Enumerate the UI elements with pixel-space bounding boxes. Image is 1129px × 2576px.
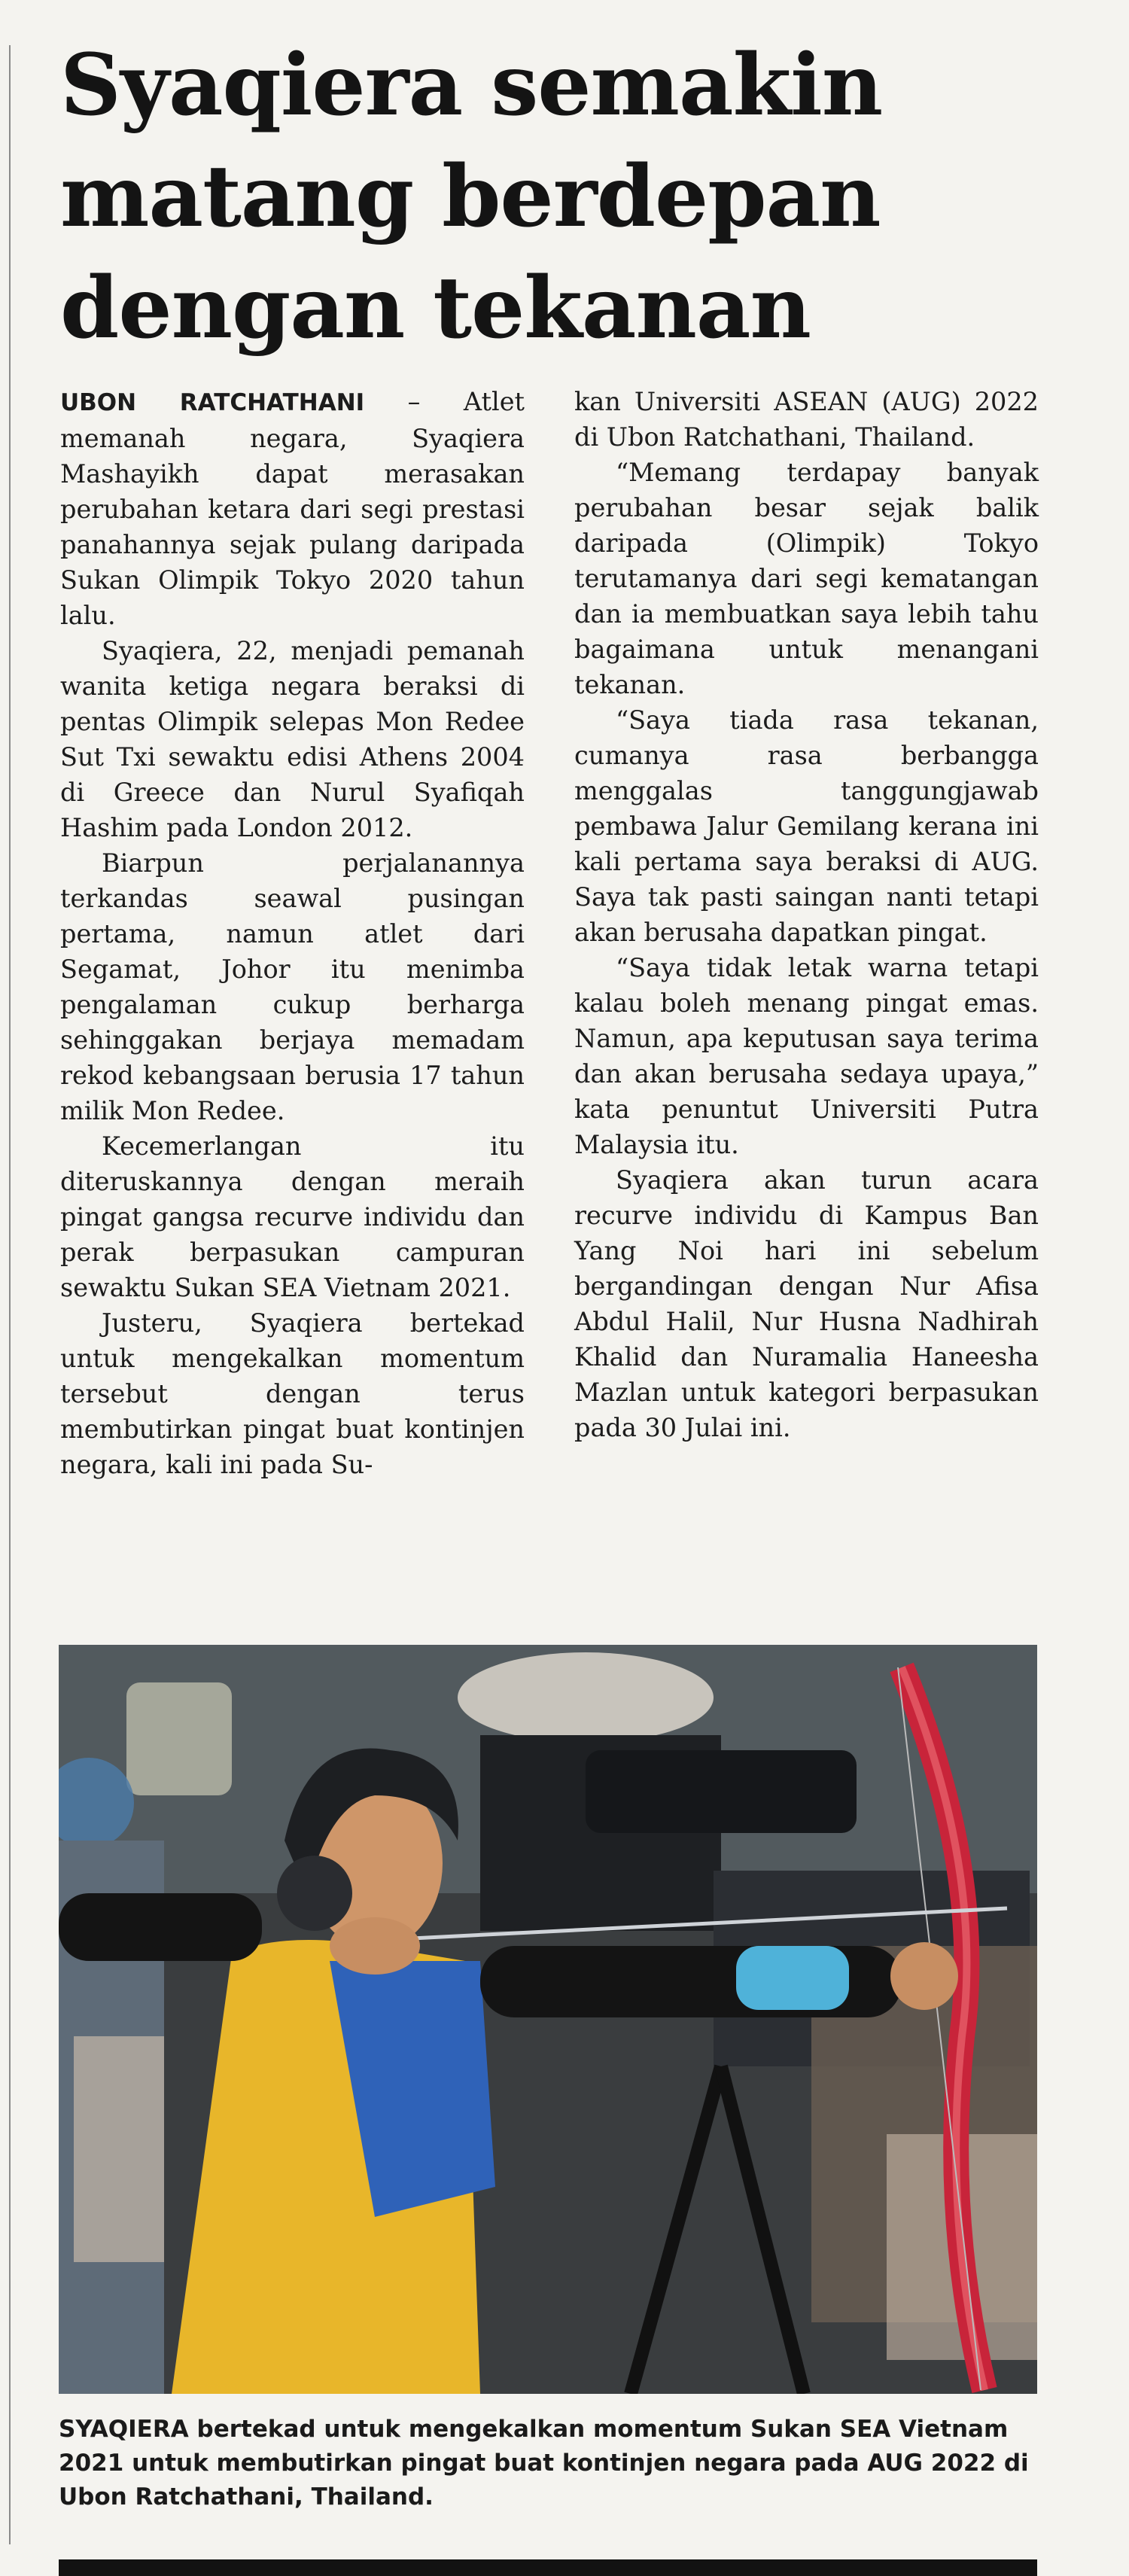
paragraph-text: – Atlet memanah negara, Syaqiera Mashayikh dapat merasakan perubahan ketara dari segi prestasi panahannya sejak pulang daripada Sukan Olimpik Tokyo 2020 tahun lalu.: [60, 387, 525, 630]
body-paragraph: Justeru, Syaqiera bertekad untuk mengekalkan momentum tersebut dengan terus membutirkan pingat buat kontinjen negara, kali ini pada Su-: [60, 1308, 525, 1479]
article-headline: [60, 30, 1084, 364]
dateline: UBON RATCHATHANI: [60, 389, 365, 416]
body-paragraph: “Saya tidak letak warna tetapi kalau boleh menang pingat emas. Namun, apa keputusan saya terima dan akan berusaha sedaya upaya,” kata penuntut Universiti Putra Malaysia itu.: [574, 953, 1039, 1159]
body-paragraph: kan Universiti ASEAN (AUG) 2022 di Ubon Ratchathani, Thailand.: [574, 387, 1039, 452]
archer-photo: [59, 1645, 1037, 2394]
article-body: [60, 384, 1039, 1618]
headline-line-1: Syaqiera semakin: [60, 36, 883, 135]
body-paragraph: Syaqiera, 22, menjadi pemanah wanita ketiga negara beraksi di pentas Olimpik selepas Mon Redee Sut Txi sewaktu edisi Athens 2004 di Greece dan Nurul Syafiqah Hashim pada London 2012.: [60, 636, 525, 842]
body-paragraph: Biarpun perjalanannya terkandas seawal pusingan pertama, namun atlet dari Segamat, Johor itu menimba pengalaman cukup berharga sehinggakan berjaya memadam rekod kebangsaan berusia 17 tahun milik Mon Redee.: [60, 848, 525, 1125]
archer-photo-illustration: [59, 1645, 1037, 2394]
article-column-right: [574, 384, 1039, 1445]
headline-line-2: matang berdepan: [60, 148, 881, 246]
body-paragraph-1: [60, 384, 525, 633]
headline-line-3: dengan tekanan: [60, 259, 811, 358]
body-paragraph: Kecemerlangan itu diteruskannya dengan meraih pingat gangsa recurve individu dan perak berpasukan campuran sewaktu Sukan SEA Vietnam 2021.: [60, 1131, 525, 1302]
body-paragraph: “Memang terdapay banyak perubahan besar sejak balik daripada (Olimpik) Tokyo terutamanya dari segi kematangan dan ia membuatkan saya lebih tahu bagaimana untuk menangani tekanan.: [574, 458, 1039, 699]
bottom-border: [59, 2559, 1037, 2576]
photo-caption: SYAQIERA bertekad untuk mengekalkan momentum Sukan SEA Vietnam 2021 untuk membutirkan pingat buat kontinjen negara pada AUG 2022 di Ubon Ratchathani, Thailand.: [59, 2416, 1029, 2511]
body-paragraph: Syaqiera akan turun acara recurve individu di Kampus Ban Yang Noi hari ini sebelum bergandingan dengan Nur Afisa Abdul Halil, Nur Husna Nadhirah Khalid dan Nuramalia Haneesha Mazlan untuk kategori berpasukan pada 30 Julai ini.: [574, 1165, 1039, 1442]
body-paragraph: “Saya tiada rasa tekanan, cumanya rasa berbangga menggalas tanggungjawab pembawa Jalur Gemilang kerana ini kali pertama saya beraksi di AUG. Saya tak pasti saingan nanti tetapi akan berusaha dapatkan pingat.: [574, 705, 1039, 947]
page-edge-rule: [9, 45, 11, 2544]
article-column-left: [60, 384, 525, 1482]
